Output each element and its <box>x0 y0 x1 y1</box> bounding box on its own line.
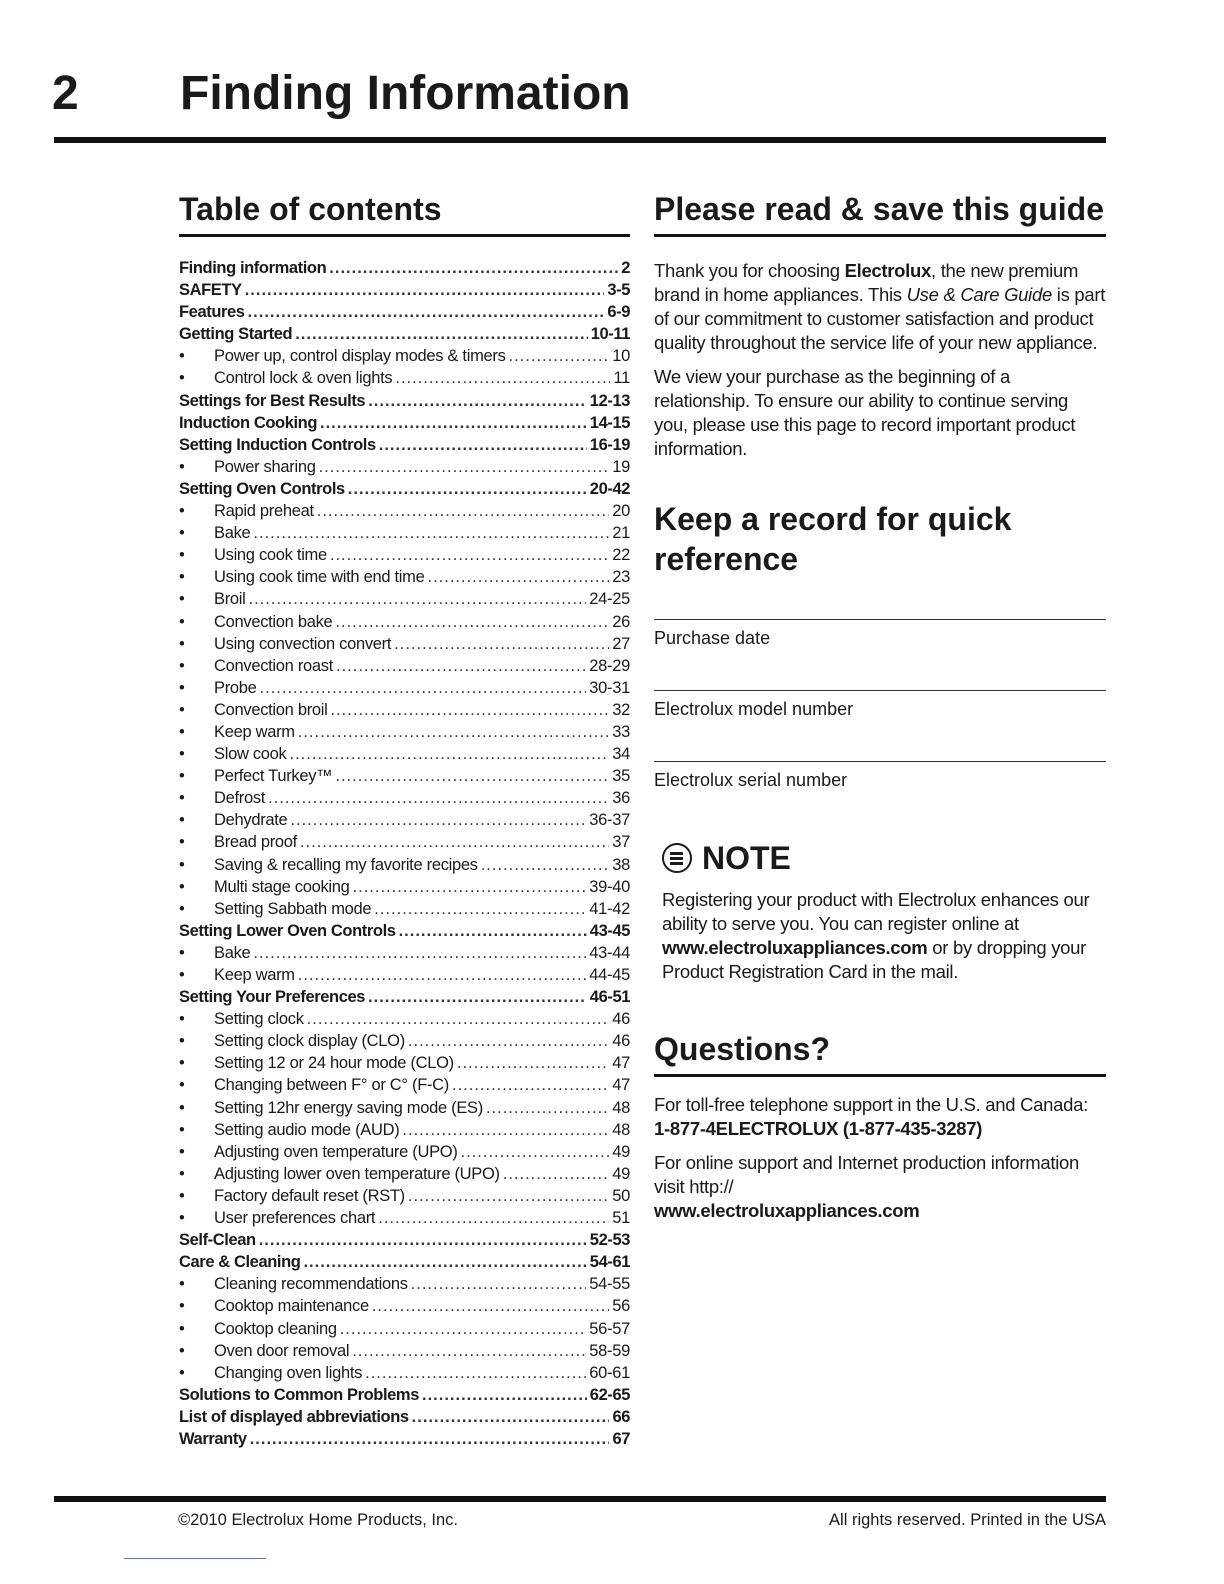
toc-entry-label: • Cooktop maintenance <box>214 1297 369 1316</box>
toc-entry-label: • Bake <box>214 943 251 962</box>
toc-leader-dots <box>368 986 587 1008</box>
toc-entry-page: 43-45 <box>589 921 630 940</box>
toc-entry-label: • Bake <box>214 524 251 543</box>
toc-entry-label: Self-Clean <box>179 1231 256 1250</box>
toc-entry-page: 60-61 <box>589 1363 630 1382</box>
toc-leader-dots <box>336 655 586 677</box>
toc-entry-page: 48 <box>612 1098 630 1117</box>
toc-subentry[interactable] <box>179 655 630 677</box>
toc-subentry[interactable] <box>179 1008 630 1030</box>
toc-leader-dots <box>249 588 587 610</box>
footer-copyright: ©2010 Electrolux Home Products, Inc. <box>178 1511 458 1529</box>
toc-leader-dots <box>253 522 609 544</box>
toc-entry-page: 46-51 <box>589 988 630 1007</box>
toc-entry-page: 30-31 <box>589 678 630 697</box>
toc-leader-dots <box>298 721 609 743</box>
toc-entry-page: 34 <box>612 745 630 764</box>
toc-entry-page: 49 <box>612 1164 630 1183</box>
toc-leader-dots <box>402 1119 609 1141</box>
toc-section-entry[interactable] <box>179 1428 630 1450</box>
toc-entry-label: • Convection broil <box>214 700 328 719</box>
toc-entry-page: 56-57 <box>589 1319 630 1338</box>
toc-leader-dots <box>427 566 609 588</box>
toc-entry-page: 36 <box>612 789 630 808</box>
toc-entry-label: • Probe <box>214 678 257 697</box>
toc-entry-label: Features <box>179 303 245 322</box>
toc-subentry[interactable] <box>179 831 630 853</box>
toc-entry-label: • Using cook time <box>214 546 327 565</box>
toc-leader-dots <box>457 1052 609 1074</box>
toc-entry-label: • Cooktop cleaning <box>214 1319 337 1338</box>
toc-leader-dots <box>268 787 609 809</box>
record-fields <box>654 619 1106 832</box>
toc-section-entry[interactable] <box>179 390 630 412</box>
toc-subentry[interactable] <box>179 456 630 478</box>
note-text <box>662 888 1106 984</box>
record-heading-line-2: reference <box>654 541 799 577</box>
toc-subentry[interactable] <box>179 876 630 898</box>
toc-entry-page: 46 <box>612 1032 630 1051</box>
page-title: Finding Information <box>180 67 631 120</box>
toc-entry-label: • Adjusting oven temperature (UPO) <box>214 1142 458 1161</box>
toc-leader-dots <box>379 434 587 456</box>
toc-entry-label: • User preferences chart <box>214 1209 376 1228</box>
toc-entry-page: 20-42 <box>589 479 630 498</box>
toc-entry-label: Care & Cleaning <box>179 1253 301 1272</box>
toc-leader-dots <box>245 279 605 301</box>
toc-leader-dots <box>317 500 609 522</box>
note-text-b: or by dropping your Product Registration Card in the mail. <box>662 937 1086 982</box>
toc-entry-label: Settings for Best Results <box>179 391 366 410</box>
toc-subentry[interactable] <box>179 964 630 986</box>
toc-entry-page: 22 <box>612 546 630 565</box>
page-number: 2 <box>52 67 79 120</box>
toc-section-entry[interactable] <box>179 301 630 323</box>
online-support-text: For online support and Internet production information visit http:// <box>654 1152 1079 1197</box>
toc-entry-label: • Control lock & oven lights <box>214 369 393 388</box>
toc-subentry[interactable] <box>179 1185 630 1207</box>
toc-entry-label: • Convection bake <box>214 612 333 631</box>
note-header <box>662 840 1106 876</box>
toc-entry-page: 24-25 <box>589 590 630 609</box>
toc-entry-page: 44-45 <box>589 966 630 984</box>
toc-leader-dots <box>348 478 587 500</box>
footer-rights: All rights reserved. Printed in the USA <box>829 1511 1106 1529</box>
toc-leader-dots <box>331 699 610 721</box>
toc-entry-page: 38 <box>612 855 630 874</box>
toc-entry-page: 47 <box>612 1076 630 1095</box>
toc-subentry[interactable] <box>179 1074 630 1096</box>
support-website-link[interactable]: www.electroluxappliances.com <box>654 1200 920 1221</box>
toc-entry-page: 56 <box>612 1297 630 1316</box>
toc-leader-dots <box>335 611 609 633</box>
toc-subentry[interactable] <box>179 566 630 588</box>
info-column <box>654 188 1106 1233</box>
toc-entry-label: • Cleaning recommendations <box>214 1275 408 1294</box>
toc-entry-page: 50 <box>612 1186 630 1205</box>
toc-leader-dots <box>290 809 586 831</box>
toc-section-entry[interactable] <box>179 1406 630 1428</box>
toc-subentry[interactable] <box>179 1207 630 1229</box>
toc-entry-label: • Dehydrate <box>214 811 288 830</box>
toc-subentry[interactable] <box>179 500 630 522</box>
toc-leader-dots <box>486 1097 609 1119</box>
support-phone-number: 1-877-4ELECTROLUX (1-877-435-3287) <box>654 1118 983 1139</box>
toc-entry-page: 16-19 <box>589 435 630 454</box>
toc-leader-dots <box>365 1362 586 1384</box>
toc-subentry[interactable] <box>179 588 630 610</box>
toc-subentry[interactable] <box>179 611 630 633</box>
toc-leader-dots <box>503 1163 610 1185</box>
toc-leader-dots <box>248 301 605 323</box>
note-text-a: Registering your product with Electrolux enhances our ability to serve you. You can register online at <box>662 889 1090 934</box>
toc-entry-page: 21 <box>612 524 630 543</box>
toc-list <box>179 257 630 1450</box>
record-heading-line-1: Keep a record for quick <box>654 501 1012 537</box>
toc-leader-dots <box>408 1185 609 1207</box>
toc-entry-label: • Setting Sabbath mode <box>214 899 372 918</box>
toc-entry-label: • Oven door removal <box>214 1341 350 1360</box>
toc-leader-dots <box>411 1273 587 1295</box>
toc-section-entry[interactable] <box>179 279 630 301</box>
toc-entry-label: • Setting clock display (CLO) <box>214 1032 405 1051</box>
toc-subentry[interactable] <box>179 743 630 765</box>
toc-leader-dots <box>353 876 587 898</box>
corner-mark <box>124 1558 266 1559</box>
toc-leader-dots <box>368 390 587 412</box>
toc-entry-page: 43-44 <box>589 943 630 962</box>
toc-leader-dots <box>452 1074 609 1096</box>
toc-entry-page: 46 <box>612 1010 630 1029</box>
toc-entry-label: SAFETY <box>179 281 242 300</box>
toc-entry-label: • Multi stage cooking <box>214 877 350 896</box>
toc-leader-dots <box>290 743 610 765</box>
toc-entry-label: • Power sharing <box>214 457 316 476</box>
toc-entry-label: • Defrost <box>214 789 266 808</box>
toc-leader-dots <box>295 323 588 345</box>
toc-subentry[interactable] <box>179 1119 630 1141</box>
serial-number-field[interactable]: Electrolux serial number <box>654 761 1106 832</box>
guide-text: is part of our commitment to customer satisfaction and product quality throughout the service life of your new appliance. <box>654 284 1106 353</box>
guide-paragraph-1 <box>654 259 1106 355</box>
toc-entry-page: 28-29 <box>589 656 630 675</box>
toc-entry-label: Warranty <box>179 1429 247 1448</box>
toc-entry-page: 6-9 <box>607 303 630 322</box>
guide-paragraph-2: We view your purchase as the beginning of a relationship. To ensure our ability to continue serving you, please use this page to record important product information. <box>654 366 1076 459</box>
toc-leader-dots <box>509 345 610 367</box>
toc-subentry[interactable] <box>179 1318 630 1340</box>
toc-entry-page: 48 <box>612 1120 630 1139</box>
toc-subentry[interactable] <box>179 942 630 964</box>
toc-entry-page: 33 <box>612 722 630 741</box>
toc-subentry[interactable] <box>179 345 630 367</box>
toc-entry-label: • Using cook time with end time <box>214 568 425 587</box>
support-phone-text: For toll-free telephone support in the U.S. and Canada: <box>654 1094 1088 1115</box>
toc-section-entry[interactable] <box>179 257 630 279</box>
table-of-contents <box>179 188 630 1450</box>
toc-section-entry[interactable] <box>179 478 630 500</box>
toc-entry-page: 2 <box>621 259 630 277</box>
toc-subentry[interactable] <box>179 544 630 566</box>
toc-leader-dots <box>422 1384 587 1406</box>
toc-leader-dots <box>394 633 609 655</box>
toc-leader-dots <box>335 765 609 787</box>
guide-text: Thank you for choosing <box>654 260 845 281</box>
toc-leader-dots <box>408 1030 609 1052</box>
toc-entry-page: 14-15 <box>589 413 630 432</box>
toc-entry-label: • Setting 12hr energy saving mode (ES) <box>214 1098 483 1117</box>
questions-divider <box>654 1074 1106 1077</box>
toc-entry-label: Setting Lower Oven Controls <box>179 921 396 940</box>
toc-leader-dots <box>307 1008 610 1030</box>
toc-subentry[interactable] <box>179 854 630 876</box>
toc-subentry[interactable] <box>179 367 630 389</box>
toc-entry-label: • Setting 12 or 24 hour mode (CLO) <box>214 1054 454 1073</box>
toc-leader-dots <box>374 898 586 920</box>
toc-entry-label: • Factory default reset (RST) <box>214 1186 405 1205</box>
toc-leader-dots <box>303 1251 586 1273</box>
toc-subentry[interactable] <box>179 787 630 809</box>
toc-leader-dots <box>260 677 587 699</box>
toc-entry-label: • Setting clock <box>214 1010 304 1029</box>
toc-subentry[interactable] <box>179 1163 630 1185</box>
toc-leader-dots <box>372 1295 609 1317</box>
toc-leader-dots <box>320 412 587 434</box>
toc-entry-label: Setting Induction Controls <box>179 435 376 454</box>
toc-leader-dots <box>340 1318 587 1340</box>
toc-subentry[interactable] <box>179 1030 630 1052</box>
top-divider <box>54 137 1106 143</box>
toc-entry-label: Induction Cooking <box>179 413 318 432</box>
toc-leader-dots <box>259 1229 587 1251</box>
guide-text: , the new premium brand in home appliances. This <box>654 260 1079 305</box>
toc-entry-page: 41-42 <box>589 899 630 918</box>
toc-entry-page: 19 <box>612 457 630 476</box>
toc-subentry[interactable] <box>179 1273 630 1295</box>
toc-entry-page: 11 <box>613 369 630 388</box>
toc-leader-dots <box>461 1141 610 1163</box>
toc-entry-page: 47 <box>612 1054 630 1073</box>
toc-section-entry[interactable] <box>179 1251 630 1273</box>
toc-entry-page: 37 <box>612 833 630 852</box>
toc-leader-dots <box>412 1406 610 1428</box>
toc-entry-label: Finding information <box>179 259 327 277</box>
purchase-date-field[interactable]: Purchase date <box>654 619 1106 690</box>
toc-entry-label: • Convection roast <box>214 656 334 675</box>
toc-entry-label: • Keep warm <box>214 966 295 984</box>
guide-title-italic: Use & Care Guide <box>906 284 1052 305</box>
toc-entry-page: 49 <box>612 1142 630 1161</box>
record-heading <box>654 499 1106 579</box>
toc-leader-dots <box>253 942 586 964</box>
toc-entry-label: • Adjusting lower oven temperature (UPO) <box>214 1164 500 1183</box>
toc-entry-label: • Slow cook <box>214 745 287 764</box>
toc-entry-page: 10-11 <box>590 325 630 344</box>
toc-entry-page: 67 <box>612 1429 630 1448</box>
toc-entry-label: • Changing oven lights <box>214 1363 363 1382</box>
toc-entry-page: 23 <box>612 568 630 587</box>
toc-subentry[interactable] <box>179 1052 630 1074</box>
toc-leader-dots <box>330 544 609 566</box>
toc-subentry[interactable] <box>179 765 630 787</box>
toc-section-entry[interactable] <box>179 920 630 942</box>
note-icon <box>662 843 692 873</box>
toc-entry-label: • Perfect Turkey™ <box>214 767 333 786</box>
toc-leader-dots <box>329 257 618 279</box>
toc-section-entry[interactable] <box>179 323 630 345</box>
toc-divider <box>179 234 630 237</box>
toc-entry-label: • Saving & recalling my favorite recipes <box>214 855 478 874</box>
toc-entry-page: 10 <box>612 347 630 366</box>
toc-entry-label: List of displayed abbreviations <box>179 1407 409 1426</box>
toc-entry-label: • Power up, control display modes & timers <box>214 347 506 366</box>
toc-subentry[interactable] <box>179 898 630 920</box>
toc-entry-page: 51 <box>612 1209 630 1228</box>
toc-entry-page: 26 <box>612 612 630 631</box>
brand-name: Electrolux <box>844 260 932 281</box>
toc-entry-page: 20 <box>612 502 630 521</box>
toc-entry-page: 52-53 <box>589 1231 630 1250</box>
toc-leader-dots <box>378 1207 609 1229</box>
toc-entry-label: • Setting audio mode (AUD) <box>214 1120 400 1139</box>
toc-entry-label: • Keep warm <box>214 722 295 741</box>
toc-entry-page: 32 <box>612 700 630 719</box>
toc-leader-dots <box>300 831 609 853</box>
toc-subentry[interactable] <box>179 1295 630 1317</box>
toc-leader-dots <box>395 367 610 389</box>
toc-entry-label: • Broil <box>214 590 246 609</box>
model-number-field[interactable]: Electrolux model number <box>654 690 1106 761</box>
toc-entry-page: 39-40 <box>589 877 630 896</box>
toc-entry-page: 3-5 <box>607 281 630 300</box>
toc-subentry[interactable] <box>179 721 630 743</box>
toc-entry-page: 12-13 <box>589 391 630 410</box>
toc-leader-dots <box>352 1340 586 1362</box>
guide-heading: Please read & save this guide <box>654 191 1104 227</box>
questions-heading: Questions? <box>654 1031 831 1067</box>
toc-entry-label: Setting Oven Controls <box>179 479 345 498</box>
toc-subentry[interactable] <box>179 1340 630 1362</box>
toc-entry-page: 58-59 <box>589 1341 630 1360</box>
toc-entry-label: • Rapid preheat <box>214 502 314 521</box>
toc-section-entry[interactable] <box>179 412 630 434</box>
toc-entry-label: Solutions to Common Problems <box>179 1385 419 1404</box>
toc-heading: Table of contents <box>179 191 442 227</box>
toc-section-entry[interactable] <box>179 986 630 1008</box>
toc-entry-label: Setting Your Preferences <box>179 988 366 1007</box>
toc-entry-label: Getting Started <box>179 325 293 344</box>
toc-subentry[interactable] <box>179 809 630 831</box>
toc-entry-label: • Using convection convert <box>214 634 392 653</box>
toc-section-entry[interactable] <box>179 434 630 456</box>
toc-subentry[interactable] <box>179 1362 630 1384</box>
toc-leader-dots <box>399 920 587 942</box>
toc-entry-page: 66 <box>612 1407 630 1426</box>
toc-subentry[interactable] <box>179 1141 630 1163</box>
toc-entry-label: • Changing between F° or C° (F-C) <box>214 1076 449 1095</box>
toc-section-entry[interactable] <box>179 1229 630 1251</box>
toc-leader-dots <box>250 1428 610 1450</box>
toc-entry-label: • Bread proof <box>214 833 297 852</box>
toc-subentry[interactable] <box>179 522 630 544</box>
toc-entry-page: 62-65 <box>589 1385 630 1404</box>
toc-entry-page: 27 <box>612 634 630 653</box>
toc-entry-page: 35 <box>612 767 630 786</box>
toc-subentry[interactable] <box>179 633 630 655</box>
bottom-divider <box>54 1496 1106 1502</box>
toc-subentry[interactable] <box>179 1097 630 1119</box>
guide-divider <box>654 234 1106 237</box>
toc-subentry[interactable] <box>179 699 630 721</box>
toc-section-entry[interactable] <box>179 1384 630 1406</box>
note-label: NOTE <box>702 840 791 876</box>
toc-leader-dots <box>319 456 610 478</box>
toc-entry-page: 54-55 <box>589 1275 630 1294</box>
toc-entry-page: 54-61 <box>589 1253 630 1272</box>
toc-leader-dots <box>298 964 587 986</box>
toc-subentry[interactable] <box>179 677 630 699</box>
toc-entry-page: 36-37 <box>589 811 630 830</box>
toc-leader-dots <box>481 854 610 876</box>
register-link[interactable]: www.electroluxappliances.com <box>662 937 928 958</box>
